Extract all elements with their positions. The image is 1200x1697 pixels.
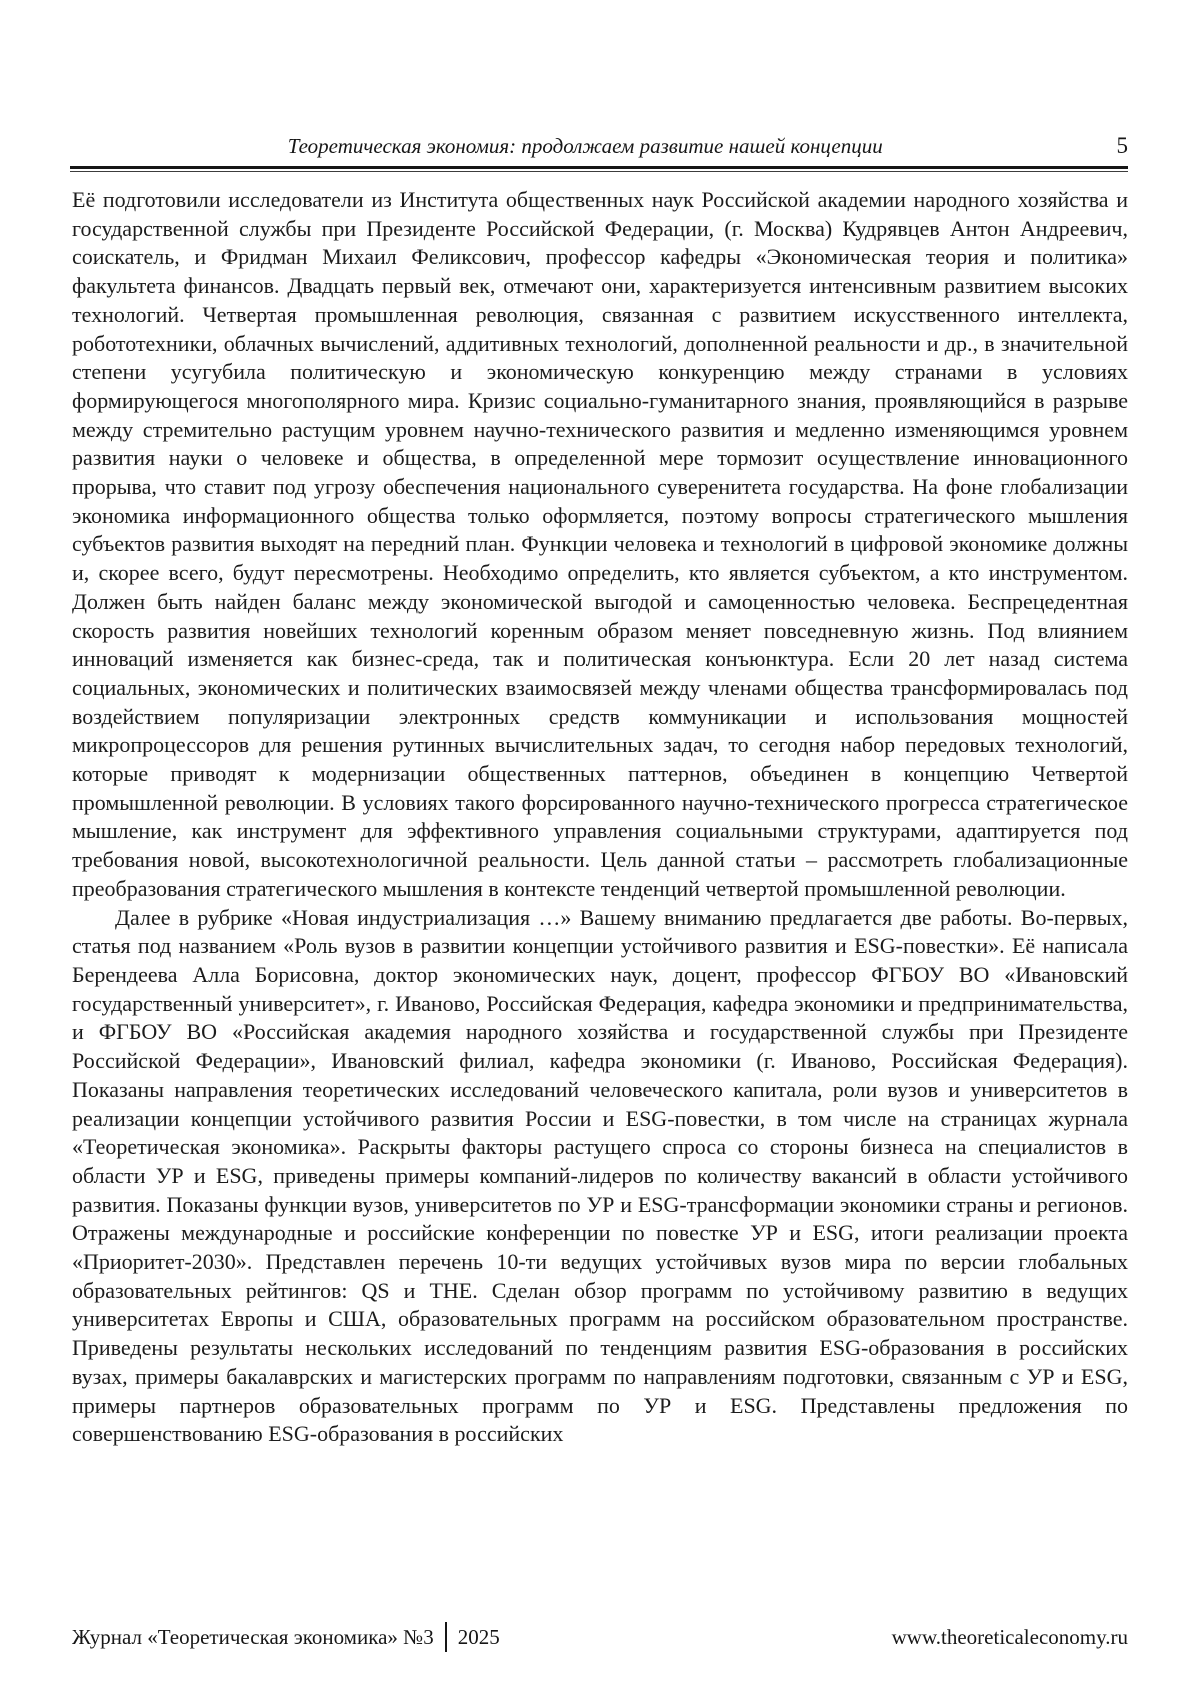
footer-divider — [445, 1622, 447, 1652]
header-rule — [70, 166, 1128, 172]
footer-journal-info — [72, 1622, 500, 1652]
page-number: 5 — [1116, 133, 1128, 158]
article-body — [72, 186, 1128, 1586]
body-paragraph: Её подготовили исследователи из Института общественных наук Российской академии народного хозяйства и государственной службы при Президенте Российской Федерации, (г. Москва) Кудрявцев Антон Андреевич, соискатель, и Фридман Михаил Феликсович, профессор кафедры «Экономическая теория и политика» факультета финансов. Двадцать первый век, отмечают они, характеризуется интенсивным развитием высоких технологий. Четвертая промышленная революция, связанная с развитием искусственного интеллекта, робототехники, облачных вычислений, аддитивных технологий, дополненной реальности и др., в значительной степени усугубила политическую и экономическую конкуренцию между странами в условиях формирующегося многополярного мира. Кризис социально-гуманитарного знания, проявляющийся в разрыве между стремительно растущим уровнем научно-технического развития и медленно изменяющимся уровнем развития науки о человеке и общества, в определенной мере тормозит осуществление инновационного прорыва, что ставит под угрозу обеспечения национального суверенитета государства. На фоне глобализации экономика информационного общества только оформляется, поэтому вопросы стратегического мышления субъектов развития выходят на передний план. Функции человека и технологий в цифровой экономике должны и, скорее всего, будут пересмотрены. Необходимо определить, кто является субъектом, а кто инструментом. Должен быть найден баланс между экономической выгодой и самоценностью человека. Беспрецедентная скорость развития новейших технологий коренным образом меняет повседневную жизнь. Под влиянием инноваций изменяется как бизнес-среда, так и политическая конъюнктура. Если 20 лет назад система социальных, экономических и политических взаимосвязей между членами общества трансформировалась под воздействием популяризации электронных средств коммуникации и использования мощностей микропроцессоров для решения рутинных вычислительных задач, то сегодня набор передовых технологий, которые приводят к модернизации общественных паттернов, объединен в концепцию Четвертой промышленной революции. В условиях такого форсированного научно-технического прогресса стратегическое мышление, как инструмент для эффективного управления социальными структурами, адаптируется под требования новой, высокотехнологичной реальности. Цель данной статьи – рассмотреть глобализационные преобразования стратегического мышления в контексте тенденций четвертой промышленной революции. — [72, 187, 1128, 901]
body-paragraph: Далее в рубрике «Новая индустриализация …» Вашему вниманию предлагается две работы. Во-первых, статья под названием «Роль вузов в развитии концепции устойчивого развития и ESG-повестки». Её написала Берендеева Алла Борисовна, доктор экономических наук, доцент, профессор ФГБОУ ВО «Ивановский государственный университет», г. Иваново, Российская Федерация, кафедра экономики и предпринимательства, и ФГБОУ ВО «Российская академия народного хозяйства и государственной службы при Президенте Российской Федерации», Ивановский филиал, кафедра экономики (г. Иваново, Российская Федерация). Показаны направления теоретических исследований человеческого капитала, роли вузов и университетов в реализации концепции устойчивого развития России и ESG-повестки, в том числе на страницах журнала «Теоретическая экономика». Раскрыты факторы растущего спроса со стороны бизнеса на специалистов в области УР и ESG, приведены примеры компаний-лидеров по количеству вакансий в области устойчивого развития. Показаны функции вузов, университетов по УР и ESG-трансформации экономики страны и регионов. Отражены международные и российские конференции по повестке УР и ESG, итоги реализации проекта «Приоритет-2030». Представлен перечень 10-ти ведущих устойчивых вузов мира по версии глобальных образовательных рейтингов: QS и THE. Сделан обзор программ по устойчивому развитию в ведущих университетах Европы и США, образовательных программ на российском образовательном пространстве. Приведены результаты нескольких исследований по тенденциям развития ESG-образования в российских вузах, примеры бакалаврских и магистерских программ по направлениям подготовки, связанным с УР и ESG, примеры партнеров образовательных программ по УР и ESG. Представлены предложения по совершенствованию ESG-образования в российских — [72, 904, 1128, 1447]
journal-year: 2025 — [457, 1624, 500, 1649]
page-header — [72, 133, 1128, 159]
page-footer — [72, 1622, 1128, 1652]
journal-website: www.theoreticaleconomy.ru — [891, 1624, 1128, 1649]
journal-title: Журнал «Теоретическая экономика» №3 — [72, 1624, 434, 1649]
running-head-title: Теоретическая экономия: продолжаем развитие нашей концепции — [287, 134, 883, 158]
